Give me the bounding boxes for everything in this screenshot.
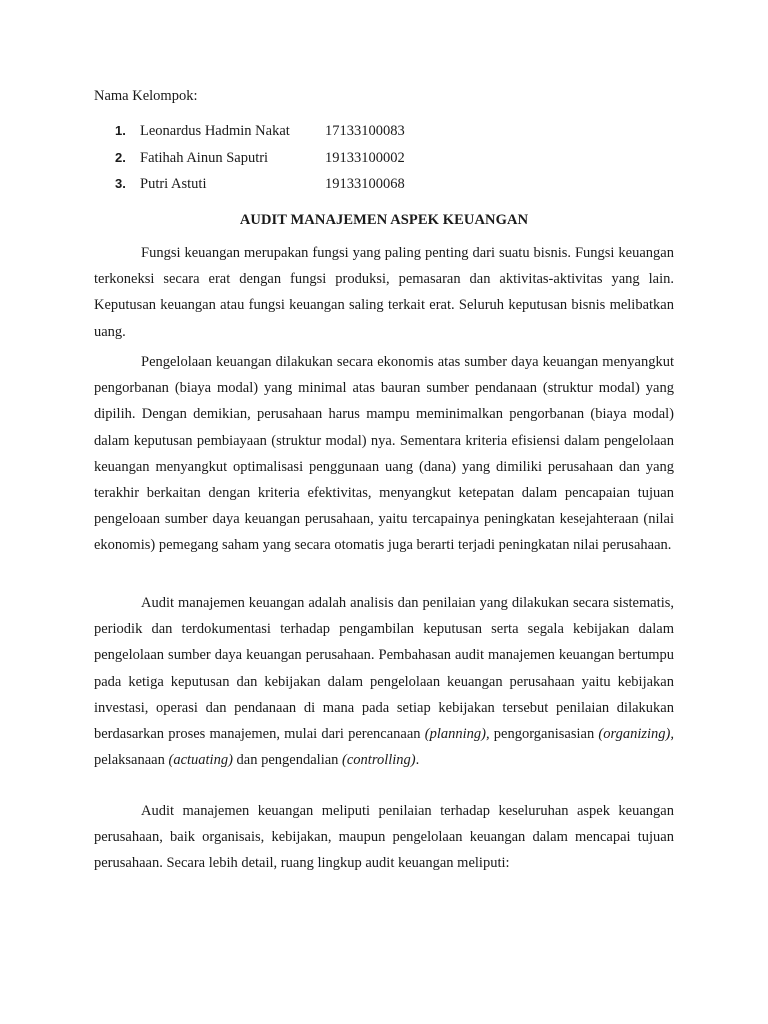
member-number: 2.	[115, 149, 126, 165]
paragraph-3	[94, 590, 674, 773]
document-title: AUDIT MANAJEMEN ASPEK KEUANGAN	[239, 212, 529, 228]
term-planning: (planning),	[424, 726, 490, 743]
member-name: Leonardus Hadmin Nakat	[140, 123, 290, 139]
term-organizing: (organizing),	[598, 726, 675, 743]
member-number: 1.	[115, 123, 126, 138]
paragraph-4: Audit manajemen keuangan meliputi penilaian terhadap keseluruhan aspek keuangan perusahaan, baik organisais, kebijakan, maupun pengelolaan keuangan dalam mencapai tujuan perusahaan. Secara lebih detail, ruang lingkup audit keuangan meliputi:	[94, 803, 674, 872]
member-name: Fatihah Ainun Saputri	[140, 149, 269, 166]
paragraph-2: Pengelolaan keuangan dilakukan secara ekonomis atas sumber daya keuangan menyangkut pengorbanan (biaya modal) yang minimal atas bauran sumber pendanaan (struktur modal) yang dipilih. Dengan demikian, perusahaan harus mampu meminimalkan pengorbanan (biaya modal) dalam keputusan pembiayaan (struktur modal) nya. Sementara kriteria efisiensi dalam pengelolaan keuangan menyangkut optimalisasi penggunaan uang (dana) yang dimiliki perusahaan dan yang terakhir berkaitan dengan kriteria efektivitas, menyangkut ketepatan dalam pencapaian tujuan pengeloaan sumber daya keuangan perusahaan, yaitu tercapainya peningkatan kesejahteraan (nilai ekonomis) pemegang saham yang secara otomatis juga berarti terjadi peningkatan nilai perusahaan.	[94, 354, 674, 554]
member-id: 19133100068	[325, 176, 405, 192]
paragraph-3-connector-2: pelaksanaan	[94, 752, 169, 769]
group-label: Nama Kelompok:	[94, 88, 198, 104]
paragraph-3-connector-1: pengorganisasian	[489, 726, 599, 743]
paragraph-3-intro: Audit manajemen keuangan adalah analisis dan penilaian yang dilakukan secara sistematis, periodik dan terdokumentasi terhadap pengambilan keputusan serta segala kebijakan dalam pengelolaan sumber daya keuangan perusahaan. Pembahasan audit manajemen keuangan bertumpu pada ketiga keputusan dan kebijakan dalam pengelolaan keuangan perusahaan yaitu kebijakan investasi, operasi dan pendanaan di mana pada setiap kebijakan tersebut penilaian dilakukan berdasarkan proses manajemen, mulai dari perencanaan	[94, 595, 674, 743]
paragraph-3-end: .	[415, 752, 420, 769]
member-number: 3.	[115, 176, 126, 191]
member-name: Putri Astuti	[140, 176, 207, 192]
term-actuating: (actuating)	[168, 752, 233, 769]
member-id: 19133100002	[325, 149, 405, 166]
member-id: 17133100083	[325, 123, 405, 139]
term-controlling: (controlling)	[342, 752, 416, 769]
paragraph-1: Fungsi keuangan merupakan fungsi yang paling penting dari suatu bisnis. Fungsi keuangan terkoneksi secara erat dengan fungsi produksi, pemasaran dan aktivitas-aktivitas yang lain. Keputusan keuangan atau fungsi keuangan saling terkait erat. Seluruh keputusan bisnis melibatkan uang.	[94, 245, 674, 340]
paragraph-3-connector-3: dan pengendalian	[232, 752, 343, 769]
